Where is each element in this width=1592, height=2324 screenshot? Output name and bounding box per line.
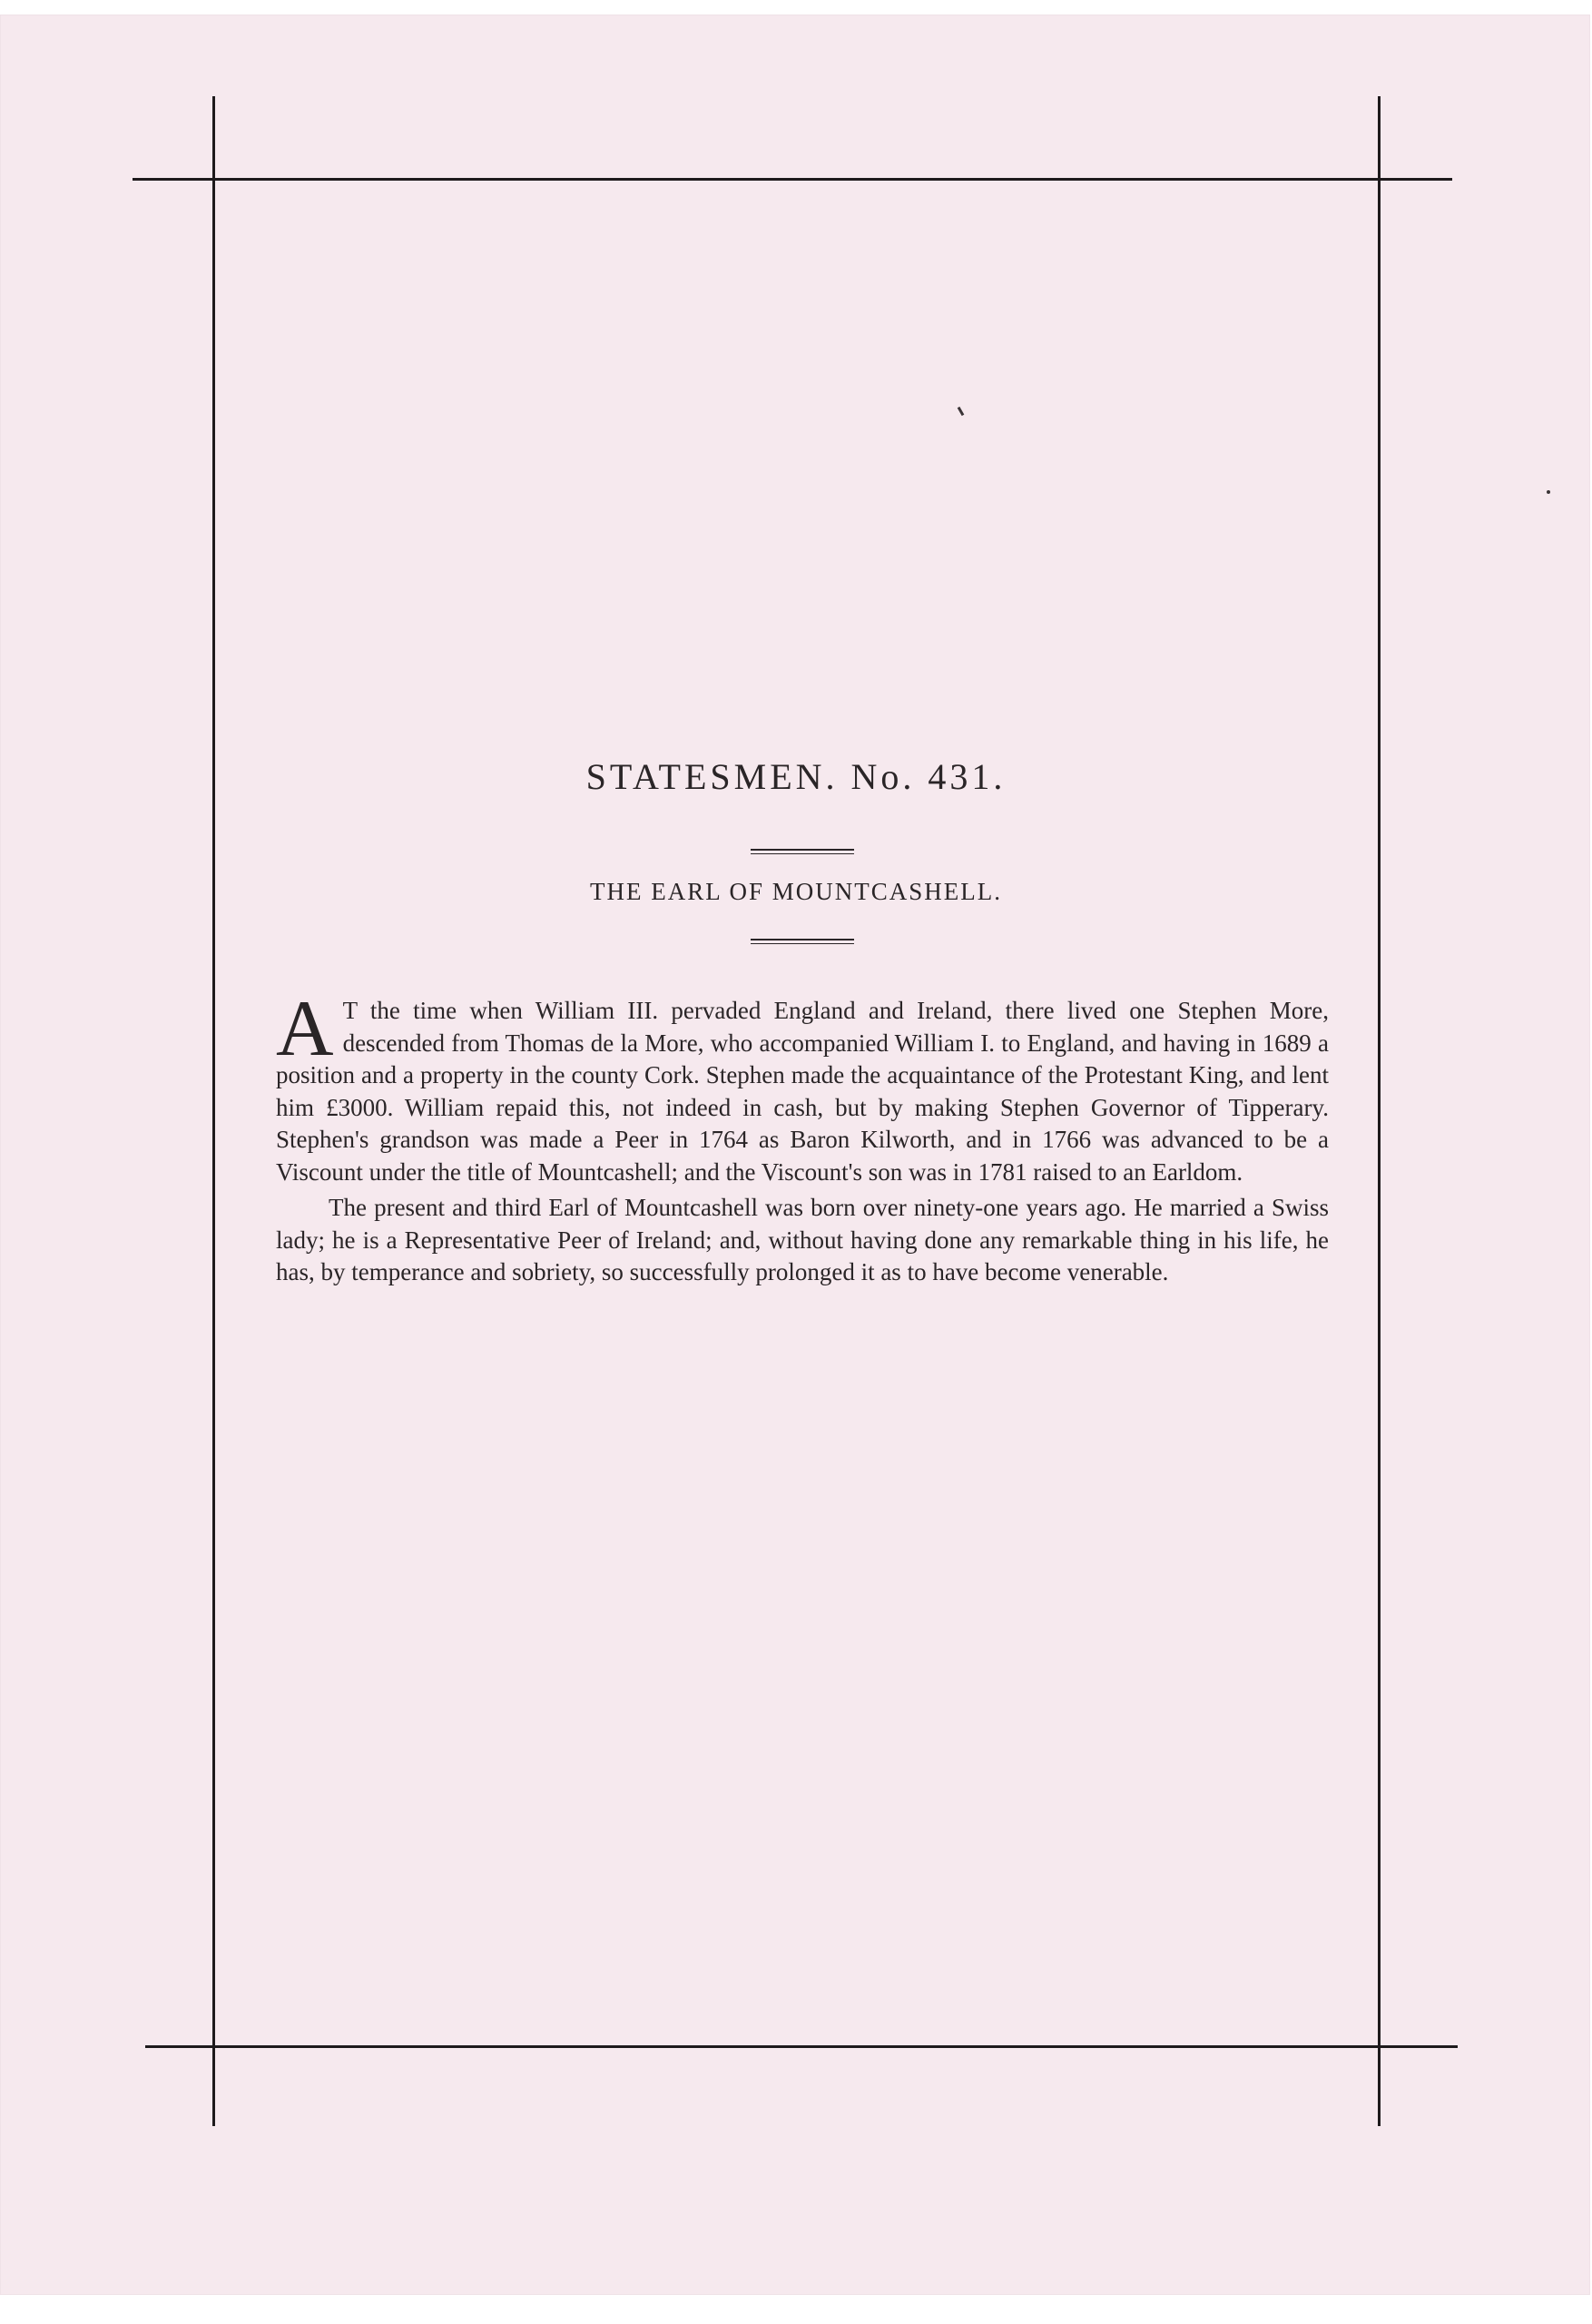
paragraph-2: The present and third Earl of Mountcashell was born over ninety-one years ago. He married a Swiss lady; he is a Representative Peer of Ireland; and, without having done any remarkable thing in his life, he has, by temperance and sobriety, so successfully prolonged it as to have become venerable. (276, 1194, 1329, 1285)
frame-rule-top (133, 178, 1452, 181)
frame-rule-left (212, 96, 215, 2126)
ink-speck (1547, 490, 1550, 494)
paragraph-1-text: T the time when William III. pervaded England and Ireland, there lived one Stephen More, descended from Thomas de la More, who accompanied William I. to England, and having in 1689 a position and a property in the county Cork. Stephen made the acquaintance of the Protestant King, and lent him £3000. William repaid this, not indeed in cash, but by making Stephen Governor of Tipperary. Stephen's grandson was made a Peer in 1764 as Baron Kilworth, and in 1766 was advanced to be a Viscount under the title of Mountcashell; and the Viscount's son was in 1781 raised to an Earldom. (276, 997, 1329, 1186)
article-body (276, 985, 1329, 1289)
frame-rule-right (1378, 96, 1381, 2126)
article-subtitle: THE EARL OF MOUNTCASHELL. (590, 878, 1002, 905)
paragraph-1 (276, 985, 1329, 1188)
title-double-rule-top (751, 849, 854, 854)
drop-cap: A (276, 985, 334, 1073)
page-title: STATESMEN. No. 431. (585, 756, 1007, 797)
title-double-rule-bottom (751, 939, 854, 944)
frame-rule-bottom (145, 2045, 1458, 2048)
